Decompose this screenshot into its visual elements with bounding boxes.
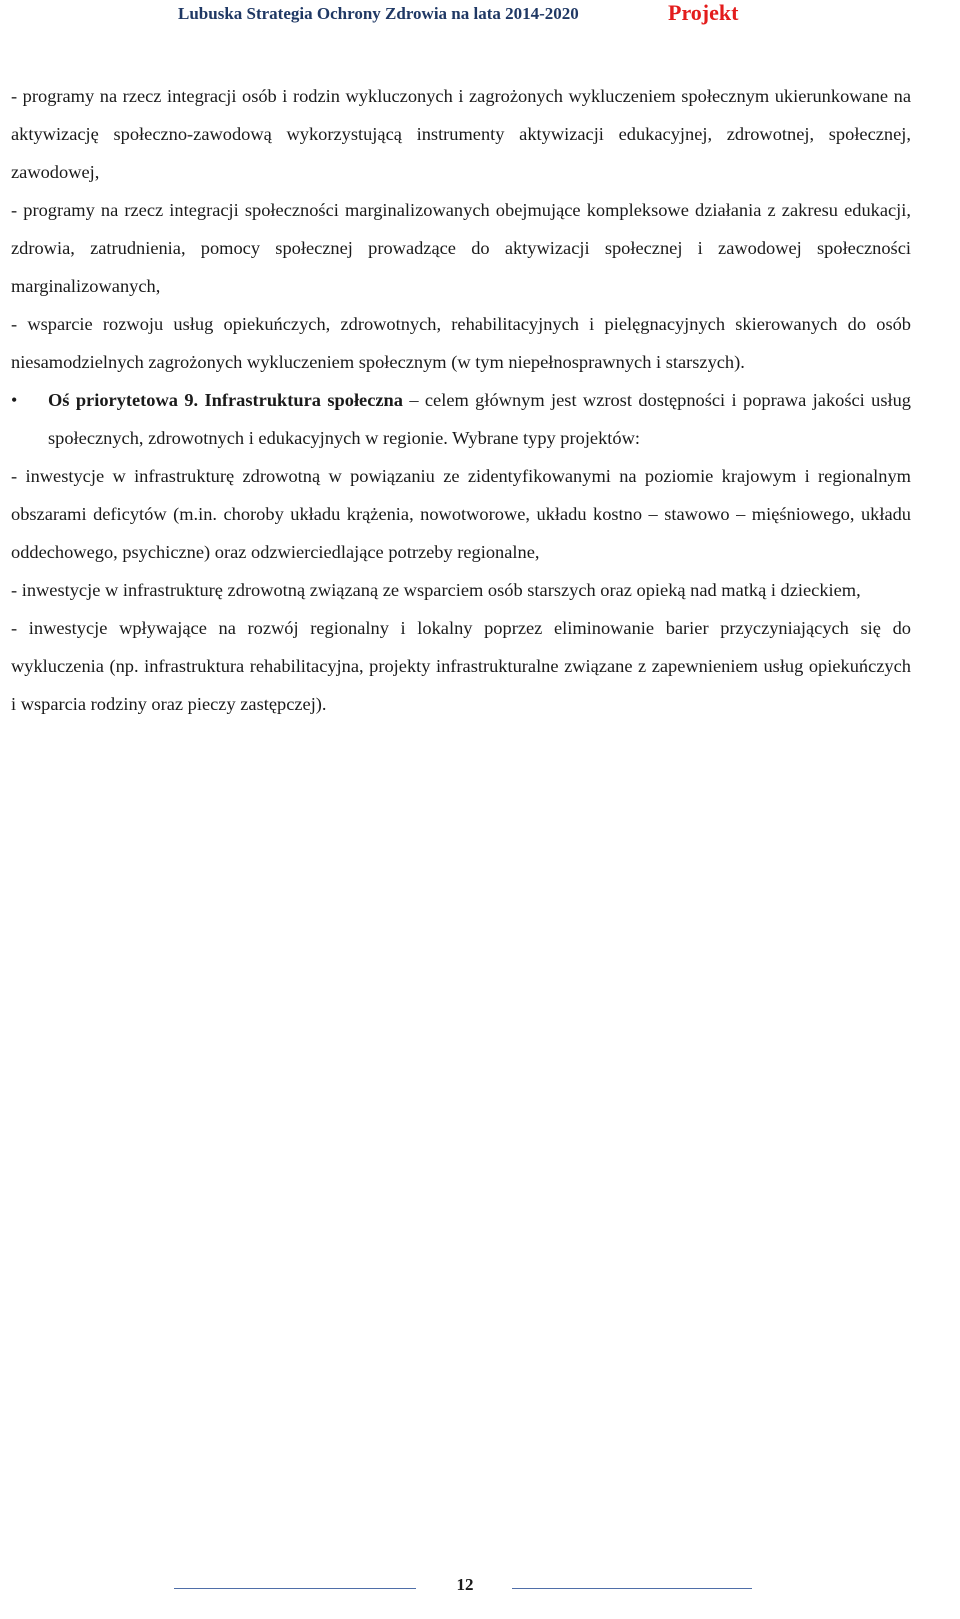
axis-description: – celem głównym jest wzrost dostępności i poprawa jakości usług społecznych, zdrowotnych i edukacyjnych w regionie. Wybrane typy projektów:	[48, 390, 911, 448]
bullet-paragraph	[48, 381, 911, 457]
list-item: - inwestycje w infrastrukturę zdrowotną związaną ze wsparciem osób starszych oraz opieką nad matką i dzieckiem,	[11, 580, 861, 600]
list-item: - inwestycje w infrastrukturę zdrowotną w powiązaniu ze zidentyfikowanymi na poziomie krajowym i regionalnym obszarami deficytów (m.in. choroby układu krążenia, nowotworowe, układu kostno – stawowo – mięśniowego, układu oddechowego, psychiczne) oraz odzwierciedlające potrzeby regionalne,	[11, 466, 911, 562]
document-title: Lubuska Strategia Ochrony Zdrowia na lata 2014-2020	[178, 4, 579, 23]
project-badge: Projekt	[668, 0, 739, 25]
document-body	[11, 77, 911, 723]
list-item: - wsparcie rozwoju usług opiekuńczych, zdrowotnych, rehabilitacyjnych i pielęgnacyjnych skierowanych do osób niesamodzielnych zagrożonych wykluczeniem społecznym (w tym niepełnosprawnych i starszych).	[11, 314, 911, 372]
page-number: 12	[456, 1575, 474, 1594]
bullet-icon: •	[11, 390, 18, 410]
list-item: - programy na rzecz integracji osób i rodzin wykluczonych i zagrożonych wykluczeniem społecznym ukierunkowane na aktywizację społeczno-zawodową wykorzystującą instrumenty aktywizacji edukacyjnej, zdrowotnej, społecznej, zawodowej,	[11, 86, 911, 182]
list-item: - inwestycje wpływające na rozwój regionalny i lokalny poprzez eliminowanie barier przyczyniających się do wykluczenia (np. infrastruktura rehabilitacyjna, projekty infrastrukturalne związane z zapewnieniem usług opiekuńczych i wsparcia rodziny oraz pieczy zastępczej).	[11, 618, 911, 714]
footer-divider-right	[512, 1588, 752, 1589]
list-item: - programy na rzecz integracji społeczności marginalizowanych obejmujące kompleksowe działania z zakresu edukacji, zdrowia, zatrudnienia, pomocy społecznej prowadzące do aktywizacji społecznej i zawodowej społeczności marginalizowanych,	[11, 200, 911, 296]
axis-label: Oś priorytetowa 9.	[48, 390, 199, 410]
footer-divider-left	[174, 1588, 416, 1589]
page-header	[0, 0, 960, 30]
page-footer	[0, 1571, 960, 1601]
priority-axis-bullet	[11, 381, 911, 457]
axis-name: Infrastruktura społeczna	[204, 390, 403, 410]
